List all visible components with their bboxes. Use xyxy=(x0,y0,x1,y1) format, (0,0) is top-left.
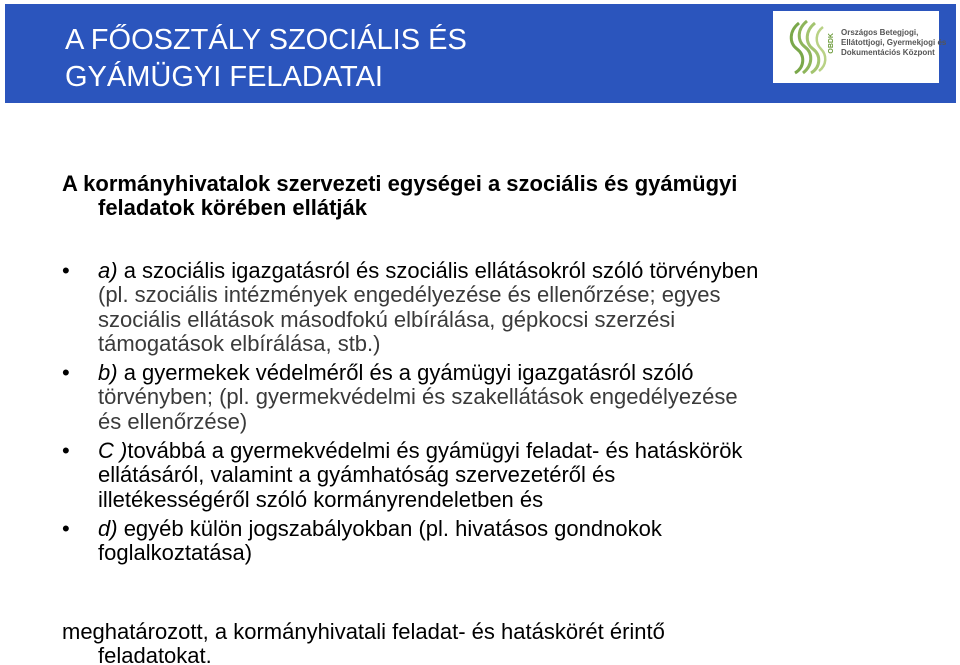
item-line: továbbá a gyermekvédelmi és gyámügyi feladat- és hatáskörök xyxy=(127,438,743,464)
outro-line-1: meghatározott, a kormányhivatali feladat- és hatáskörét érintő xyxy=(62,619,665,644)
item-lead: d) xyxy=(98,515,118,541)
item-line: illetékességéről szóló kormányrendeletben és xyxy=(98,486,544,512)
logo-text-line: Ellátottjogi, Gyermekjogi és xyxy=(841,38,947,47)
logo-text-line: Országos Betegjogi, xyxy=(841,28,919,37)
bullet-icon: • xyxy=(62,360,70,386)
intro-paragraph xyxy=(62,172,892,220)
outro-paragraph xyxy=(62,620,892,665)
logo-text-line: Dokumentációs Központ xyxy=(841,48,935,57)
item-line: egyéb külön jogszabályokban (pl. hivatásos gondnokok xyxy=(123,515,662,541)
list-item xyxy=(62,259,892,356)
organization-logo xyxy=(773,11,947,83)
item-line: szociális ellátások másodfokú elbírálása, gépkocsi szerzési xyxy=(98,306,676,332)
item-lead: C ) xyxy=(98,438,128,464)
intro-line-1: A kormányhivatalok szervezeti egységei a szociális és gyámügyi xyxy=(62,171,738,196)
slide-title-line-2: GYÁMÜGYI FELADATAI xyxy=(65,61,383,93)
list-item xyxy=(62,517,892,566)
slide-title-line-1: A FŐOSZTÁLY SZOCIÁLIS ÉS xyxy=(65,24,467,56)
intro-line-2: feladatok körében ellátják xyxy=(98,195,367,220)
bullet-icon: • xyxy=(62,258,70,283)
item-line: foglalkoztatása) xyxy=(98,540,253,566)
bullet-icon: • xyxy=(62,515,70,541)
item-line: törvényben; (pl. gyermekvédelmi és szakellátások engedélyezése xyxy=(98,384,738,410)
list-item xyxy=(62,361,892,434)
item-lead: b) xyxy=(98,360,118,386)
item-line: támogatások elbírálása, stb.) xyxy=(98,330,381,356)
logo-text xyxy=(841,28,947,58)
item-line: a gyermekek védelméről és a gyámügyi igazgatásról szóló xyxy=(123,360,694,386)
bullet-icon: • xyxy=(62,438,70,464)
item-line: (pl. szociális intézmények engedélyezése és ellenőrzése; egyes xyxy=(98,282,721,308)
obdk-logo-icon xyxy=(785,17,831,77)
item-line: és ellenőrzése) xyxy=(98,408,248,434)
list-item xyxy=(62,439,892,512)
task-list xyxy=(62,259,892,566)
item-line: ellátásáról, valamint a gyámhatóság szervezetéről és xyxy=(98,462,616,488)
item-line: a szociális igazgatásról és szociális ellátásokról szóló törvényben xyxy=(123,258,759,283)
item-lead: a) xyxy=(98,258,118,283)
outro-line-2: feladatokat. xyxy=(98,643,212,665)
logo-vertical-text: OBDK xyxy=(828,33,835,54)
slide-title xyxy=(65,22,725,96)
